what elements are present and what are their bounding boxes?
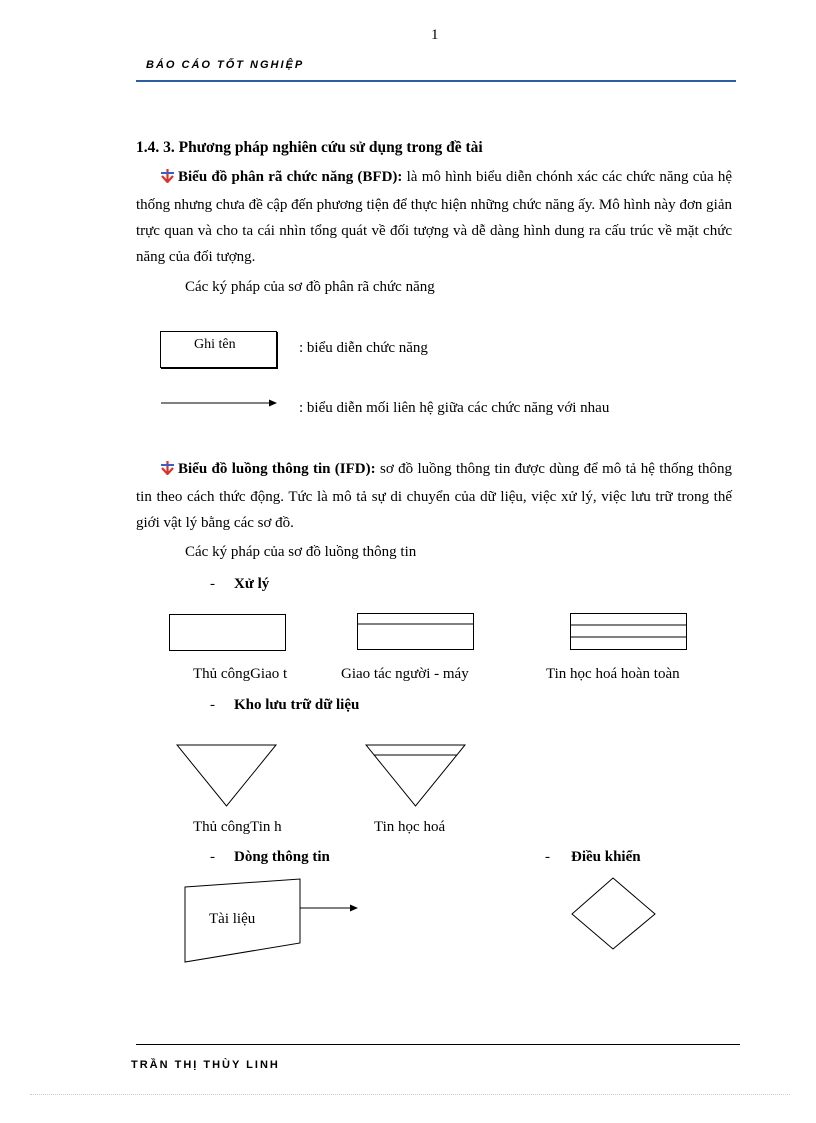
ifd-notation-intro: Các ký pháp của sơ đồ luồng thông tin bbox=[185, 544, 417, 560]
storage-label: Kho lưu trữ dữ liệu bbox=[234, 697, 360, 713]
dash: - bbox=[210, 849, 215, 865]
process-automated-shape bbox=[570, 613, 688, 651]
page-number: 1 bbox=[431, 27, 439, 43]
function-box-desc: : biểu diễn chức năng bbox=[299, 340, 428, 356]
page-edge-dots bbox=[30, 1094, 790, 1095]
dash: - bbox=[210, 576, 215, 592]
ifd-text: sơ đồ luồng thông tin được dùng để mô tả hệ thống thông tin theo cách thức động. Tức là mô tả sự di chuyển của dữ liệu, việc xử lý, việc lưu trữ trong thế giới vật lý bằng các sơ đồ. bbox=[136, 461, 732, 531]
bfd-notation-intro: Các ký pháp của sơ đồ phân rã chức năng bbox=[185, 279, 435, 295]
footer-rule bbox=[136, 1044, 740, 1045]
storage-manual-label: Thủ côngTin h bbox=[193, 819, 282, 835]
relation-arrow-desc: : biểu diễn mối liên hệ giữa các chức năng với nhau bbox=[299, 400, 610, 416]
function-box-label: Ghi tên bbox=[194, 337, 236, 352]
process-manual-label: Thủ côngGiao t bbox=[193, 666, 288, 682]
bfd-paragraph bbox=[136, 164, 732, 270]
header-rule bbox=[136, 80, 736, 82]
control-diamond-shape bbox=[571, 877, 657, 951]
header-title: BÁO CÁO TỐT NGHIỆP bbox=[146, 59, 305, 71]
flow-label: Dòng thông tin bbox=[234, 849, 330, 865]
bullet-arrow-icon bbox=[160, 166, 178, 192]
process-interactive-label: Giao tác người - máy bbox=[341, 666, 469, 682]
storage-automated-shape bbox=[365, 744, 467, 808]
ifd-term: Biểu đồ luồng thông tin (IFD): bbox=[178, 461, 376, 477]
bfd-term: Biểu đồ phân rã chức năng (BFD): bbox=[178, 169, 403, 185]
dash: - bbox=[545, 849, 550, 865]
ifd-paragraph bbox=[136, 456, 732, 536]
storage-manual-shape bbox=[176, 744, 278, 808]
bfd-text: là mô hình biểu diễn chónh xác các chức năng của hệ thống nhưng chưa đề cập đến phương tiện để thực hiện những chức năng ấy. Mô hình này đơn giản trực quan và cho ta cái nhìn tổng quát về đối tượng và dễ dàng hình dung ra cấu trúc về mặt chức năng của đối tượng. bbox=[136, 169, 732, 265]
dash: - bbox=[210, 697, 215, 713]
footer-author: TRẦN THỊ THÙY LINH bbox=[131, 1059, 280, 1071]
relation-arrow-icon bbox=[160, 397, 280, 409]
storage-automated-label: Tin học hoá bbox=[374, 819, 446, 835]
control-label: Điều khiển bbox=[571, 849, 641, 865]
processing-label: Xử lý bbox=[234, 576, 270, 592]
bullet-arrow-icon bbox=[160, 458, 178, 484]
process-manual-shape bbox=[169, 614, 286, 651]
section-heading: 1.4. 3. Phương pháp nghiên cứu sử dụng trong đề tài bbox=[136, 139, 483, 156]
process-interactive-shape bbox=[357, 613, 475, 651]
process-automated-label: Tin học hoá hoàn toàn bbox=[546, 666, 680, 682]
document-label: Tài liệu bbox=[209, 911, 256, 927]
